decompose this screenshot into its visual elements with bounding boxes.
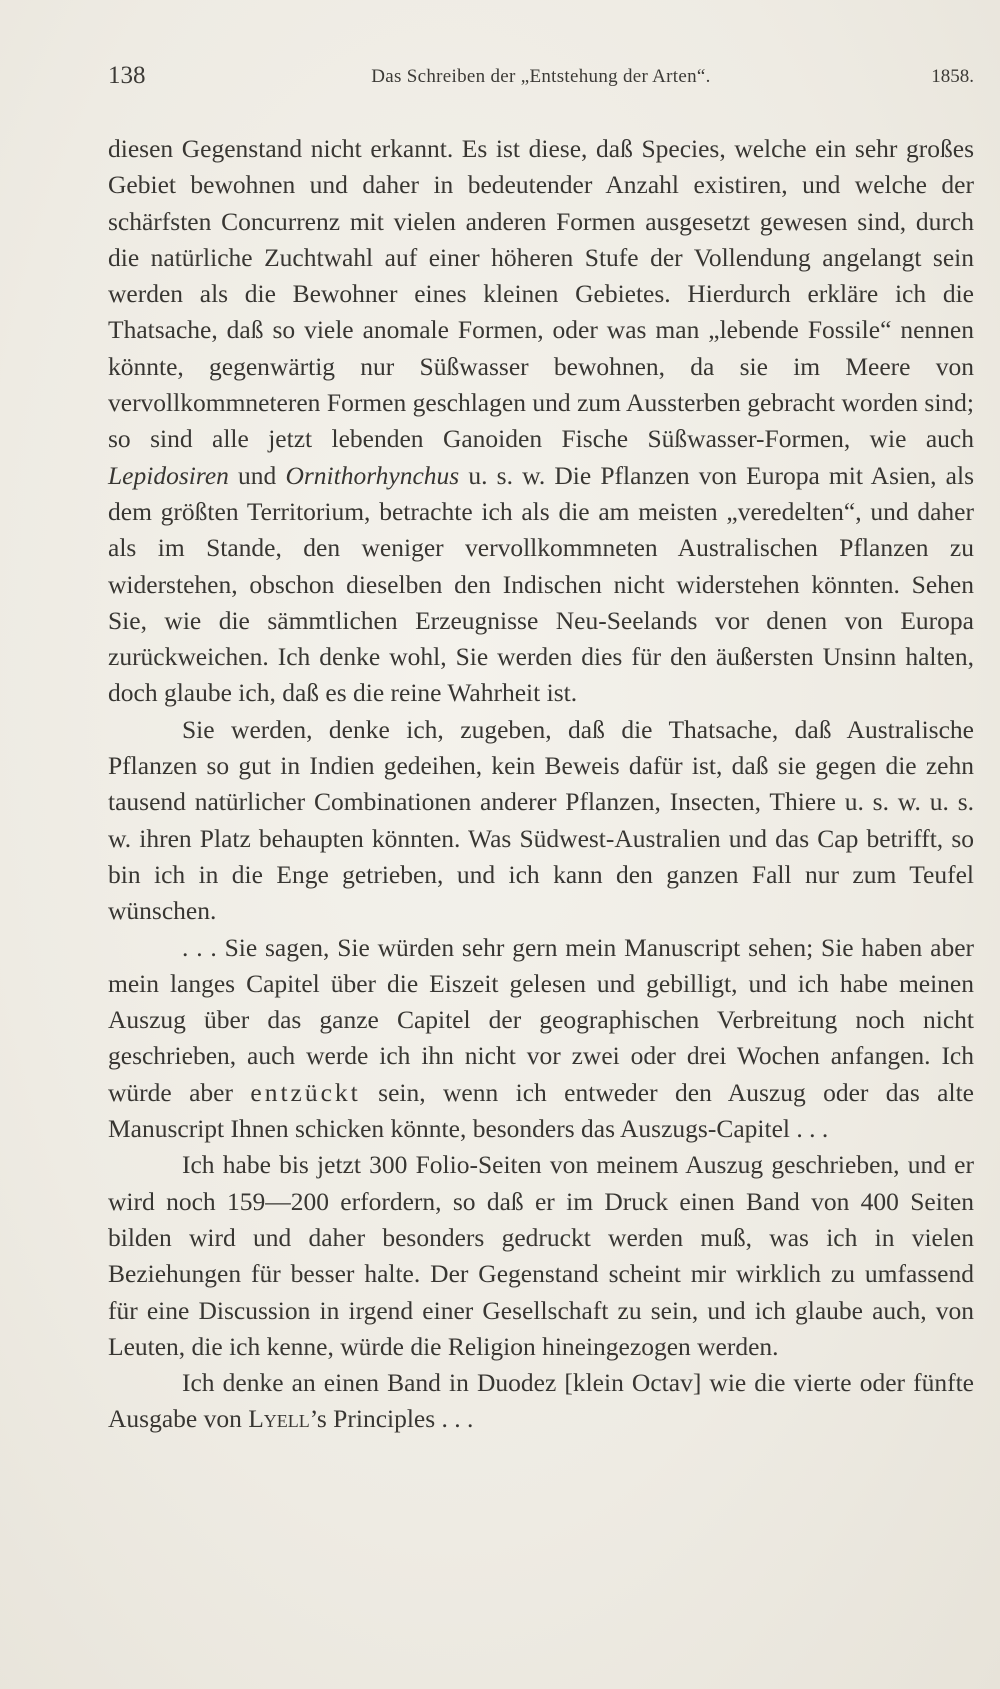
running-header [108,62,974,102]
paragraph [108,1365,974,1438]
paragraph [108,930,974,1148]
italic-term: Ornithorhynchus [285,460,460,490]
page-number: 138 [108,62,146,89]
running-year: 1858. [931,66,974,87]
text-run: Sie werden, denke ich, zugeben, daß die Thatsache, daß Australische Pflanzen so gut in Indien gedeihen, kein Beweis dafür ist, daß sie gegen die zehn tausend natürlicher Combinationen anderer Pflanzen, Insecten, Thiere u. s. w. u. s. w. ihren Platz behaupten könnten. Was Südwest-Australien und das Cap betrifft, so bin ich in die Enge getrieben, und ich kann den ganzen Fall nur zum Teufel wünschen. [108,714,974,926]
paragraph [108,131,974,712]
text-run: und [228,460,286,490]
paragraph [108,1147,974,1365]
body-text [108,131,974,1438]
text-run: diesen Gegenstand nicht erkannt. Es ist diese, daß Species, welche ein sehr großes Gebiet bewohnen und daher in bedeutender Anzahl existiren, und welche der schärfsten Concurrenz mit vielen anderen Formen ausgesetzt gewesen sind, durch die natürliche Zuchtwahl auf einer höheren Stufe der Vollendung angelangt sein werden als die Bewohner eines kleinen Gebietes. Hierdurch erkläre ich die Thatsache, daß so viele anomale Formen, oder was man „lebende Fossile“ nennen könnte, gegenwärtig nur Süßwasser bewohnen, da sie im Meere von vervollkommneteren Formen geschlagen und zum Aussterben gebracht worden sind; so sind alle jetzt lebenden Ganoiden Fische Süßwasser-Formen, wie auch [108,134,974,454]
text-run: Ich denke an einen Band in Duodez [klein Octav] wie die vierte oder fünfte Ausgabe von [108,1368,974,1434]
text-run: ’s Principles . . . [309,1404,474,1434]
text-run: u. s. w. Die Pflanzen von Europa mit Asien, als dem größten Territorium, betrachte ich als die am meisten „veredelten“, und daher als im Stande, den weniger vervollkommneten Australischen Pflanzen zu widerstehen, obschon dieselben den Indischen nicht widerstehen könnten. Sehen Sie, wie die sämmtlichen Erzeugnisse Neu-Seelands vor denen von Europa zurückweichen. Ich denke wohl, Sie werden dies für den äußersten Unsinn halten, doch glaube ich, daß es die reine Wahrheit ist. [108,460,975,708]
text-run: sein, wenn ich entweder den Auszug oder das alte Manuscript Ihnen schicken könnte, besonders das Auszugs-Capitel . . . [108,1077,974,1144]
running-title: Das Schreiben der „Entstehung der Arten“. [371,66,711,87]
emphasis-spaced: entzückt [250,1077,361,1107]
paragraph [108,712,974,930]
text-run: . . . Sie sagen, Sie würden sehr gern mein Manuscript sehen; Sie haben aber mein langes Capitel über die Eiszeit gelesen und gebilligt, und ich habe meinen Auszug über das ganze Capitel der geographischen Verbreitung noch nicht geschrieben, auch werde ich ihn nicht vor zwei oder drei Wochen anfangen. Ich würde aber [108,932,974,1107]
text-run: Ich habe bis jetzt 300 Folio-Seiten von meinem Auszug geschrieben, und er wird noch 159—200 erfordern, so daß er im Druck einen Band von 400 Seiten bilden wird und daher besonders gedruckt werden muß, was ich in vielen Beziehungen für besser halte. Der Gegenstand scheint mir wirklich zu umfassend für eine Discussion in irgend einer Gesellschaft zu sein, und ich glaube auch, von Leuten, die ich kenne, würde die Religion hineingezogen werden. [108,1150,974,1361]
author-name: Lyell [248,1404,310,1434]
italic-term: Lepidosiren [108,460,229,490]
